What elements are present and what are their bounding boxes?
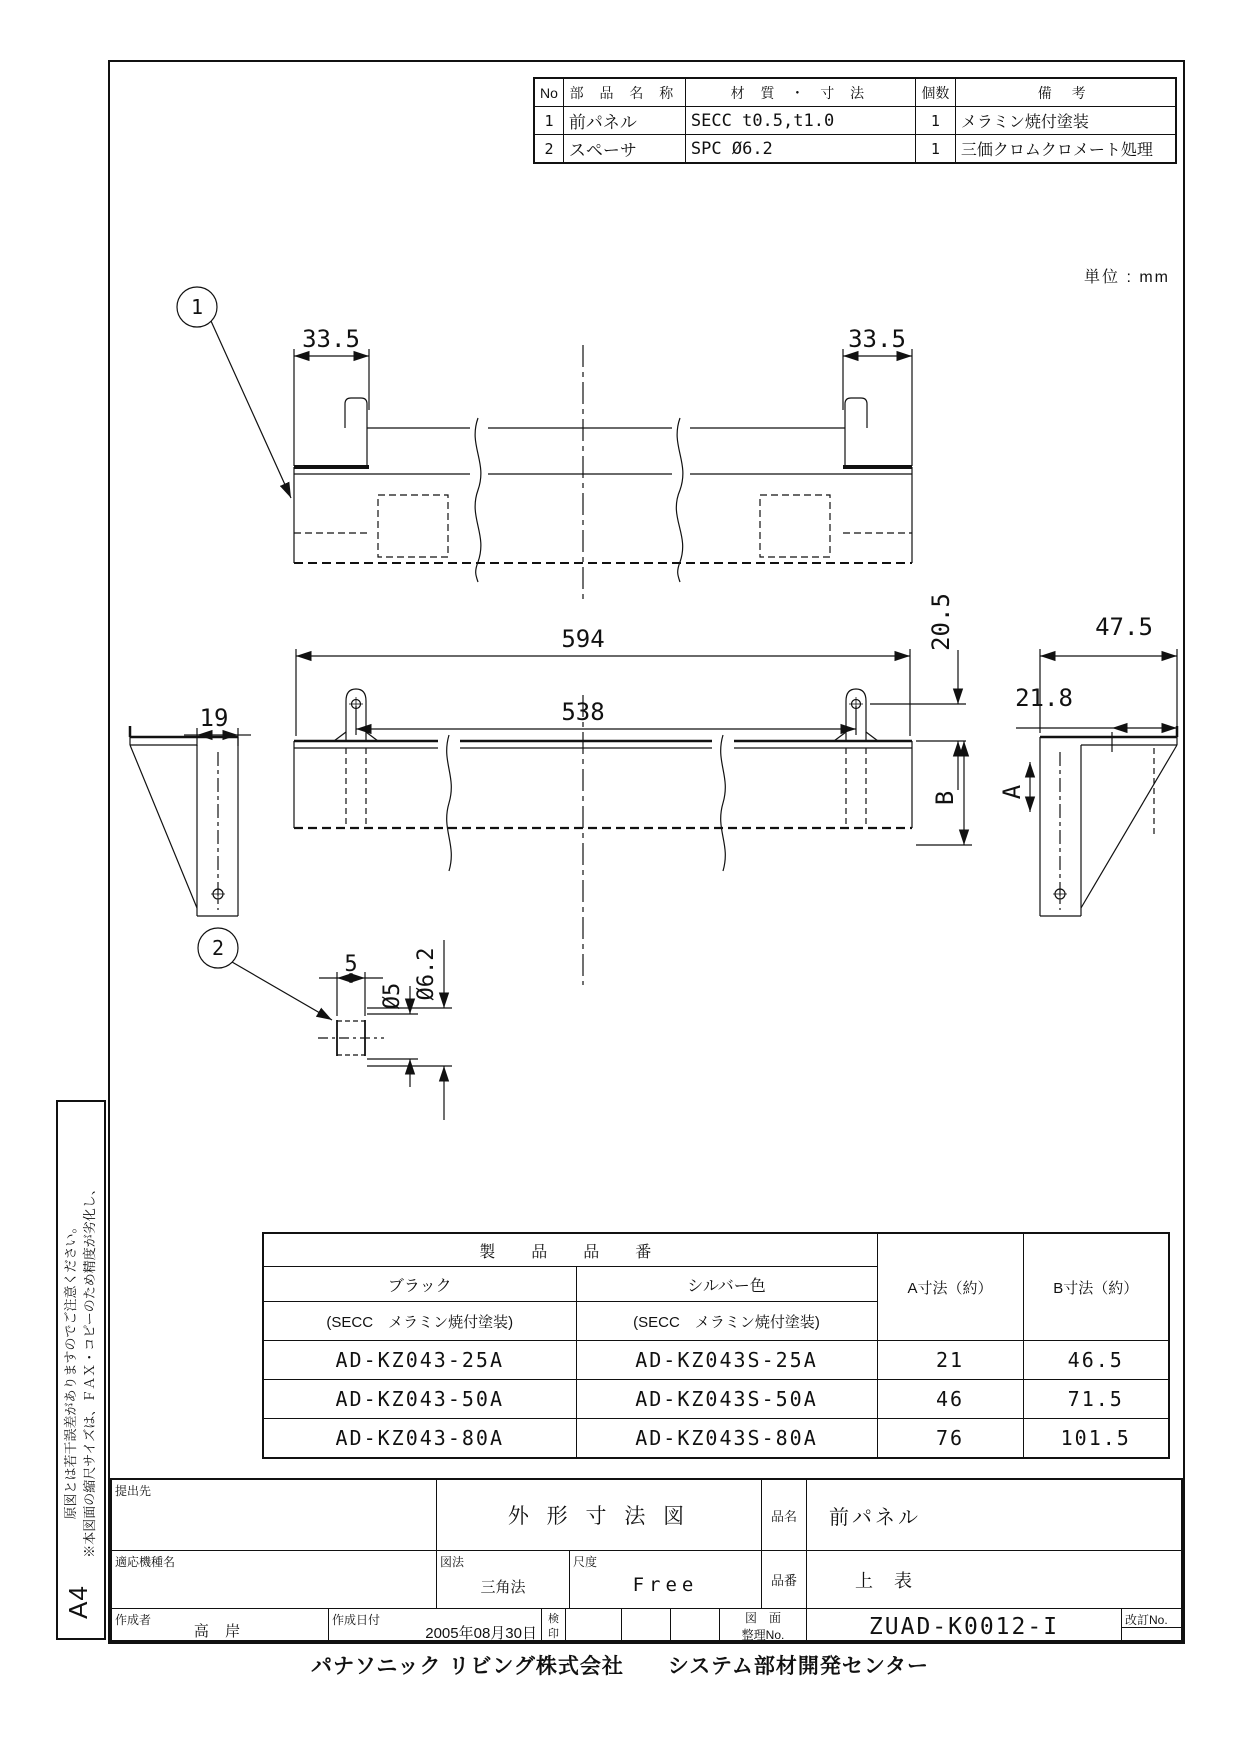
dim-B: B — [931, 790, 959, 806]
author-label: 作成者 — [115, 1613, 152, 1627]
projection-value: 三角法 — [480, 1579, 526, 1596]
silver-model: AD-KZ043S-50A — [576, 1380, 877, 1419]
a-value: 46 — [877, 1380, 1023, 1419]
black-model: AD-KZ043-80A — [263, 1419, 576, 1459]
paper-size-label: A4 — [62, 1585, 93, 1619]
stamp-label: 印 — [548, 1627, 559, 1640]
part-qty: 1 — [915, 107, 955, 135]
parts-col-no: No — [534, 78, 563, 107]
projection-label: 図法 — [440, 1555, 465, 1569]
top-view — [177, 287, 912, 600]
col-black: ブラック — [263, 1267, 576, 1302]
balloon-2-number: 2 — [211, 936, 225, 960]
drawing-no-label-cell — [720, 1609, 807, 1644]
model-label: 適応機種名 — [115, 1555, 176, 1569]
author-name: 高 岸 — [193, 1623, 247, 1640]
drawing-type-cell — [437, 1480, 762, 1551]
product-row — [263, 1380, 1169, 1419]
created-date: 2005年08月30日 — [425, 1625, 537, 1642]
submit-to-label: 提出先 — [115, 1484, 152, 1498]
side-note-line2: 原図とは若干誤差がありますのでご注意ください。 — [63, 1220, 79, 1520]
created-date-label: 作成日付 — [332, 1613, 381, 1627]
right-side-view — [1040, 726, 1177, 916]
a-value: 21 — [877, 1341, 1023, 1380]
left-side-view — [130, 726, 238, 916]
parts-header-row — [534, 78, 1176, 107]
side-note-line1: ※本図面の縮尺サイズは、ＦＡＸ・コピーのため精度が劣化し、 — [82, 1182, 97, 1558]
b-value: 46.5 — [1023, 1341, 1169, 1380]
model-cell — [112, 1551, 437, 1609]
scale-label: 尺度 — [573, 1555, 598, 1569]
part-material: SECC t0.5,t1.0 — [685, 107, 915, 135]
revision-label: 改訂No. — [1125, 1613, 1168, 1627]
dim-dia5: Ø5 — [380, 982, 405, 1010]
col-silver: シルバー色 — [576, 1267, 877, 1302]
revision-cell — [1122, 1609, 1185, 1644]
dim-21-8: 21.8 — [1015, 684, 1073, 712]
item-name: 前パネル — [829, 1506, 921, 1529]
created-date-cell — [329, 1609, 542, 1644]
stamp-box — [671, 1609, 720, 1644]
parts-row — [534, 107, 1176, 135]
part-no-label-cell — [762, 1551, 807, 1609]
parts-col-name: 部 品 名 称 — [563, 78, 685, 107]
submit-to-cell — [112, 1480, 437, 1551]
drawing-no-label: 図 面 — [744, 1610, 781, 1625]
parts-col-material: 材 質 ・ 寸 法 — [685, 78, 915, 107]
scale-cell — [570, 1551, 762, 1609]
part-name: 前パネル — [563, 107, 685, 135]
title-block — [110, 1478, 1183, 1642]
projection-cell — [437, 1551, 570, 1609]
parts-list-table — [533, 77, 1177, 164]
drawing-no-label: 整理No. — [741, 1627, 785, 1642]
b-value: 101.5 — [1023, 1419, 1169, 1459]
drawing-type: 外 形 寸 法 図 — [507, 1505, 691, 1528]
part-remark: メラミン焼付塗装 — [955, 107, 1176, 135]
black-model: AD-KZ043-25A — [263, 1341, 576, 1380]
item-name-cell — [807, 1480, 1185, 1551]
parts-col-qty: 個数 — [915, 78, 955, 107]
dim-594: 594 — [561, 625, 605, 653]
parts-row — [534, 135, 1176, 164]
silver-model: AD-KZ043S-25A — [576, 1341, 877, 1380]
part-material: SPC Ø6.2 — [685, 135, 915, 164]
scale-value: Free — [632, 1573, 699, 1596]
part-no-cell — [807, 1551, 1185, 1609]
drawing-no-cell — [807, 1609, 1122, 1644]
part-no: 1 — [534, 107, 563, 135]
parts-col-remark: 備 考 — [955, 78, 1176, 107]
dim-19: 19 — [199, 704, 229, 732]
revision-divider — [1122, 1627, 1185, 1628]
part-qty: 1 — [915, 135, 955, 164]
balloon-2-leader — [232, 962, 332, 1020]
part-no-value: 上 表 — [855, 1570, 921, 1591]
author-cell — [112, 1609, 329, 1644]
dimension-drawing — [100, 240, 1200, 1140]
col-a-dim: A寸法（約） — [877, 1233, 1023, 1341]
product-number-table — [262, 1232, 1170, 1459]
stamp-box — [622, 1609, 671, 1644]
stamp-box — [566, 1609, 622, 1644]
dim-A: A — [998, 784, 1026, 800]
item-name-label: 品名 — [770, 1508, 797, 1524]
col-b-dim: B寸法（約） — [1023, 1233, 1169, 1341]
part-no: 2 — [534, 135, 563, 164]
stamp-cell — [542, 1609, 566, 1644]
drawing-number: ZUAD-K0012-I — [868, 1613, 1060, 1640]
dim-538: 538 — [561, 698, 605, 726]
dim-5: 5 — [344, 952, 358, 977]
part-remark: 三価クロムクロメート処理 — [955, 135, 1176, 164]
stamp-label: 検 — [548, 1613, 559, 1626]
product-table-title: 製 品 品 番 — [263, 1233, 877, 1267]
dim-33-5-left: 33.5 — [302, 325, 360, 353]
unit-label: 単位 : mm — [1084, 269, 1170, 286]
col-silver-finish: (SECC メラミン焼付塗装) — [576, 1302, 877, 1341]
dim-20-5: 20.5 — [927, 593, 955, 651]
balloon-1-number: 1 — [190, 295, 204, 319]
a-value: 76 — [877, 1419, 1023, 1459]
dim-33-5-right: 33.5 — [848, 325, 906, 353]
black-model: AD-KZ043-50A — [263, 1380, 576, 1419]
balloon-1-leader — [211, 321, 291, 498]
dim-47-5: 47.5 — [1095, 613, 1153, 641]
company-footer: パナソニック リビング株式会社 システム部材開発センター — [310, 1655, 929, 1678]
side-note-box — [56, 1100, 106, 1640]
silver-model: AD-KZ043S-80A — [576, 1419, 877, 1459]
product-row — [263, 1419, 1169, 1459]
part-no-label: 品番 — [770, 1573, 797, 1588]
product-row — [263, 1341, 1169, 1380]
b-value: 71.5 — [1023, 1380, 1169, 1419]
part-name: スペーサ — [563, 135, 685, 164]
item-name-label-cell — [762, 1480, 807, 1551]
col-black-finish: (SECC メラミン焼付塗装) — [263, 1302, 576, 1341]
dim-dia6-2: Ø6.2 — [414, 947, 439, 1001]
